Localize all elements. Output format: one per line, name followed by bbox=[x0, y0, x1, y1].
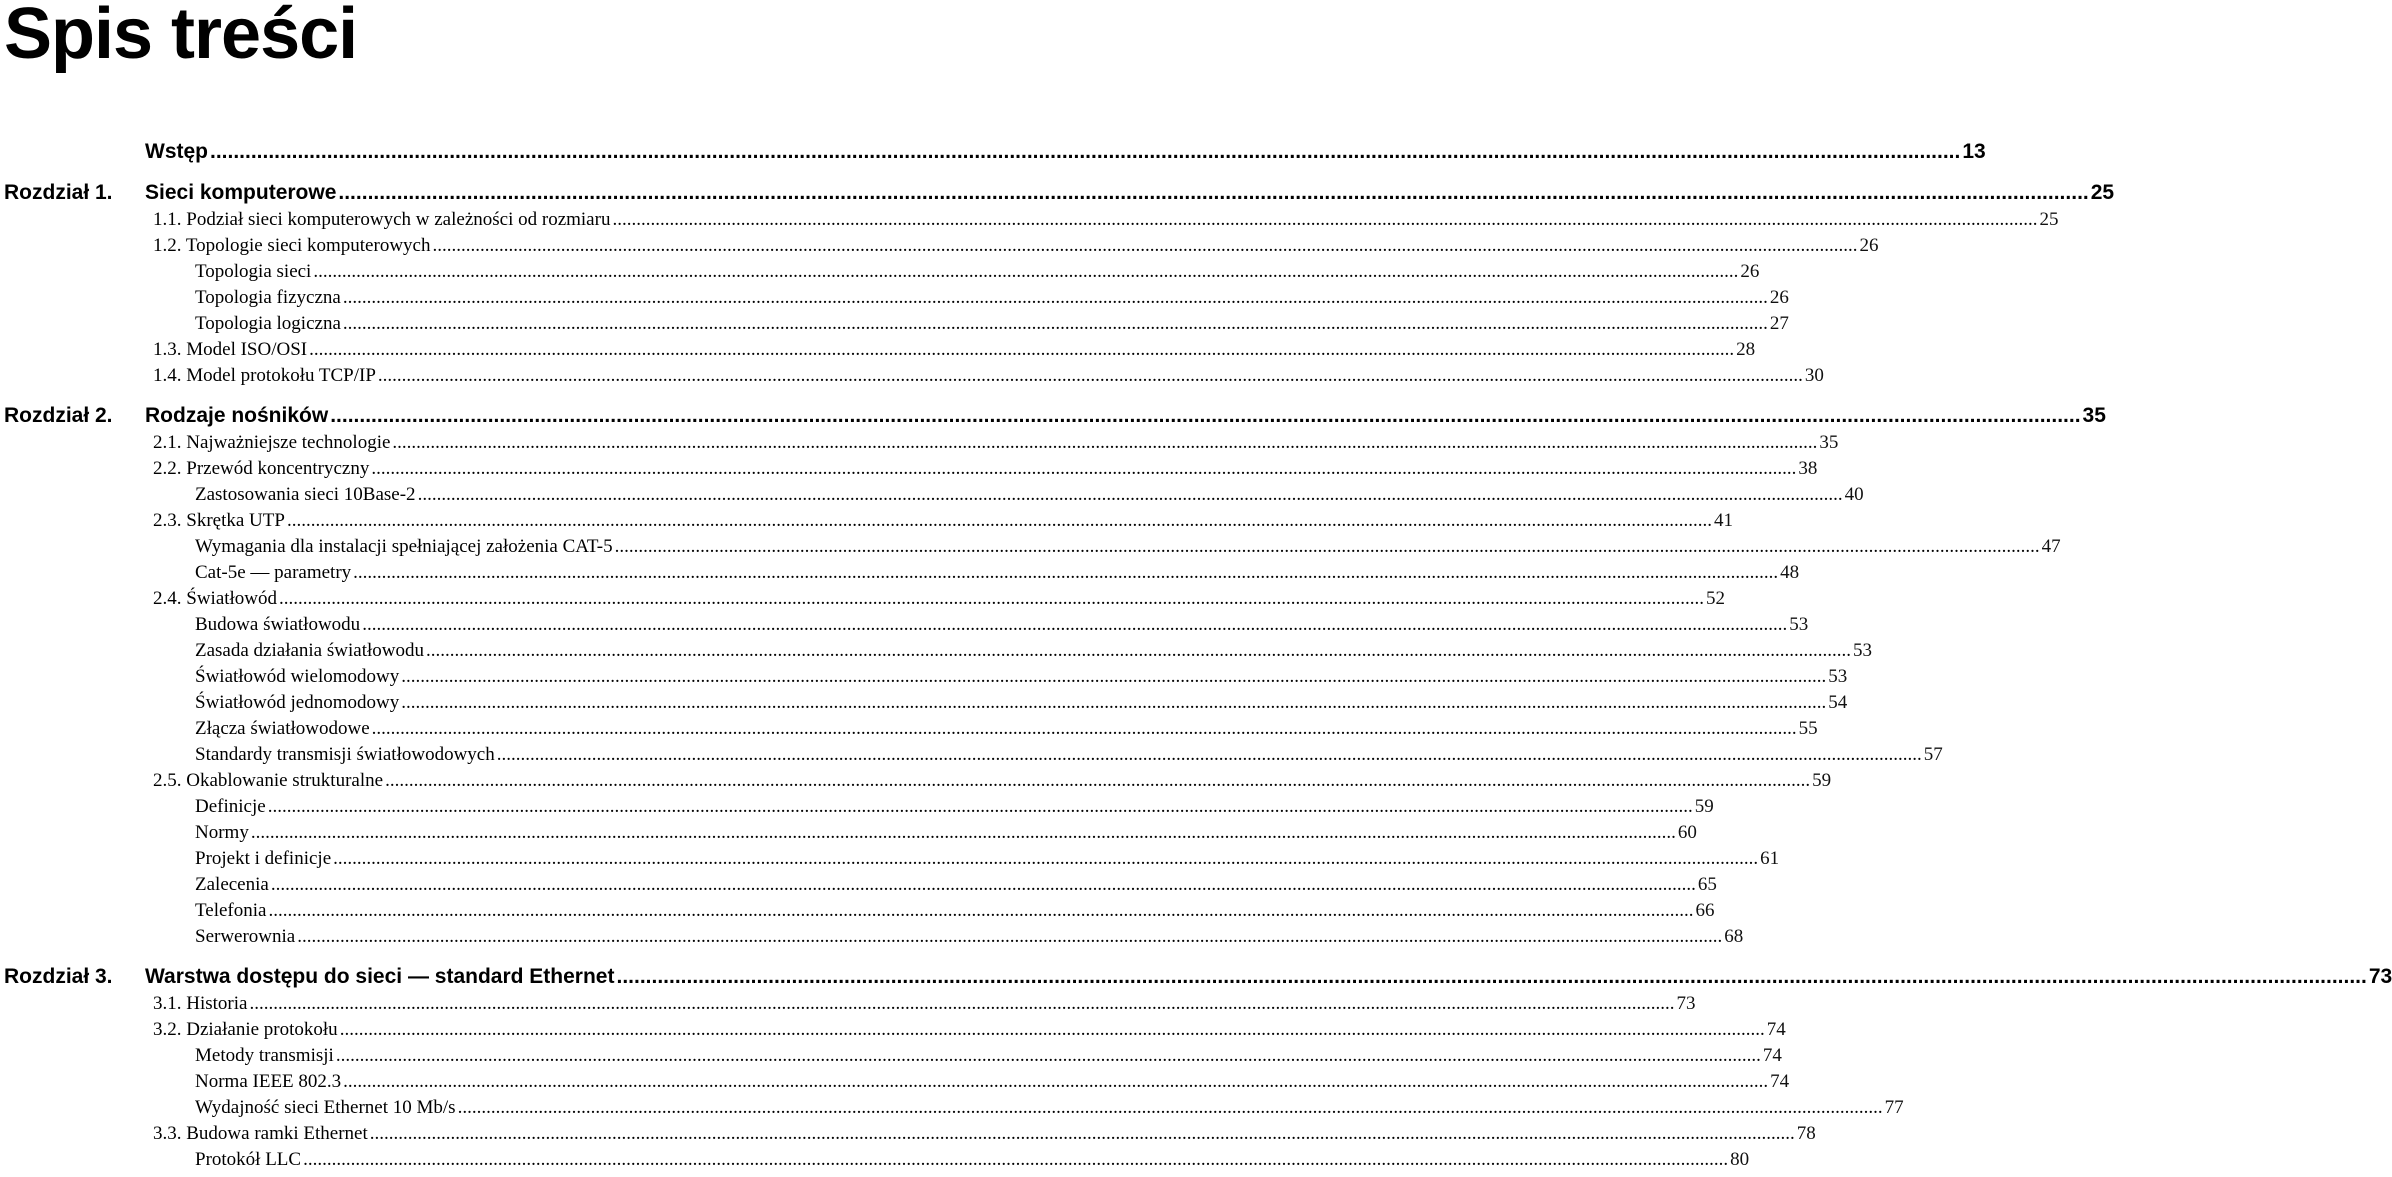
toc-entry bbox=[153, 209, 2059, 231]
page-number: 25 bbox=[2039, 209, 2059, 230]
page-number: 53 bbox=[1789, 614, 1809, 635]
entry-title: Złącza światłowodowe bbox=[195, 718, 370, 739]
page-number: 35 bbox=[1819, 432, 1839, 453]
page-title: Spis treści bbox=[4, 0, 358, 74]
toc-subsection-row[interactable] bbox=[0, 873, 1717, 899]
entry-title: Światłowód jednomodowy bbox=[195, 692, 400, 713]
toc-entry bbox=[195, 744, 1943, 766]
toc-entry bbox=[153, 339, 1756, 361]
toc-entry bbox=[153, 993, 1696, 1015]
entry-title: 3.3. Budowa ramki Ethernet bbox=[153, 1123, 368, 1144]
dot-leader: ............................................................................................................................................................................................................................................................................................................ bbox=[335, 1045, 1761, 1066]
page-number: 26 bbox=[1859, 235, 1879, 256]
page-number: 74 bbox=[1766, 1019, 1786, 1040]
dot-leader: ............................................................................................................................................................................................................................................................................................................ bbox=[313, 261, 1739, 282]
page-number: 28 bbox=[1736, 339, 1756, 360]
toc-section-row[interactable] bbox=[0, 769, 1832, 795]
toc-entry bbox=[195, 926, 1744, 948]
toc-entry bbox=[145, 404, 2106, 428]
page-number: 41 bbox=[1713, 510, 1733, 531]
toc-entry bbox=[195, 287, 1789, 309]
toc-subsection-row[interactable] bbox=[0, 1096, 1904, 1122]
entry-title: 2.3. Skrętka UTP bbox=[153, 510, 285, 531]
page-number: 57 bbox=[1923, 744, 1943, 765]
entry-title: 1.1. Podział sieci komputerowych w zależności od rozmiaru bbox=[153, 209, 611, 230]
dot-leader: ............................................................................................................................................................................................................................................................................................................ bbox=[249, 993, 1675, 1014]
toc-section-row[interactable] bbox=[0, 234, 1879, 260]
toc-entry bbox=[153, 1123, 1816, 1145]
dot-leader: ............................................................................................................................................................................................................................................................................................................ bbox=[210, 140, 1961, 163]
entry-title: Zasada działania światłowodu bbox=[195, 640, 424, 661]
entry-title: 1.2. Topologie sieci komputerowych bbox=[153, 235, 431, 256]
toc-entry bbox=[195, 484, 1864, 506]
dot-leader: ............................................................................................................................................................................................................................................................................................................ bbox=[303, 1149, 1729, 1170]
toc-entry bbox=[145, 181, 2115, 205]
page-number: 54 bbox=[1828, 692, 1848, 713]
dot-leader: ............................................................................................................................................................................................................................................................................................................ bbox=[330, 404, 2081, 427]
toc-entry bbox=[195, 1045, 1782, 1067]
dot-leader: ............................................................................................................................................................................................................................................................................................................ bbox=[369, 1123, 1795, 1144]
toc-entry bbox=[153, 365, 1824, 387]
dot-leader: ............................................................................................................................................................................................................................................................................................................ bbox=[362, 614, 1788, 635]
dot-leader: ............................................................................................................................................................................................................................................................................................................ bbox=[353, 562, 1779, 583]
page-number: 48 bbox=[1780, 562, 1800, 583]
toc-subsection-row[interactable] bbox=[0, 312, 1789, 338]
toc-subsection-row[interactable] bbox=[0, 535, 2061, 561]
entry-title: 2.2. Przewód koncentryczny bbox=[153, 458, 370, 479]
toc-entry bbox=[195, 261, 1760, 283]
page-number: 53 bbox=[1852, 640, 1872, 661]
entry-title: Rodzaje nośników bbox=[145, 404, 329, 427]
dot-leader: ............................................................................................................................................................................................................................................................................................................ bbox=[342, 313, 1768, 334]
toc-entry bbox=[145, 965, 2392, 989]
table-of-contents bbox=[0, 135, 2392, 1174]
entry-title: 1.4. Model protokołu TCP/IP bbox=[153, 365, 376, 386]
entry-title: 2.1. Najważniejsze technologie bbox=[153, 432, 391, 453]
toc-subsection-row[interactable] bbox=[0, 717, 1818, 743]
page-number: 78 bbox=[1796, 1123, 1816, 1144]
page-number: 25 bbox=[2090, 181, 2115, 204]
toc-entry bbox=[195, 313, 1789, 335]
entry-title: 1.3. Model ISO/OSI bbox=[153, 339, 308, 360]
toc-section-row[interactable] bbox=[0, 992, 1696, 1018]
toc-entry bbox=[195, 848, 1780, 870]
dot-leader: ............................................................................................................................................................................................................................................................................................................ bbox=[343, 1071, 1769, 1092]
toc-entry bbox=[195, 796, 1714, 818]
entry-title: 3.1. Historia bbox=[153, 993, 248, 1014]
toc-section-row[interactable] bbox=[0, 364, 1824, 390]
dot-leader: ............................................................................................................................................................................................................................................................................................................ bbox=[270, 874, 1696, 895]
page-number: 40 bbox=[1844, 484, 1864, 505]
dot-leader: ............................................................................................................................................................................................................................................................................................................ bbox=[268, 900, 1694, 921]
entry-title: Telefonia bbox=[195, 900, 267, 921]
toc-subsection-row[interactable] bbox=[0, 639, 1872, 665]
page-number: 26 bbox=[1769, 287, 1789, 308]
dot-leader: ............................................................................................................................................................................................................................................................................................................ bbox=[401, 692, 1827, 713]
page-number: 80 bbox=[1730, 1149, 1750, 1170]
dot-leader: ............................................................................................................................................................................................................................................................................................................ bbox=[342, 287, 1768, 308]
toc-entry bbox=[153, 588, 1726, 610]
entry-title: Normy bbox=[195, 822, 249, 843]
toc-subsection-row[interactable] bbox=[0, 260, 1760, 286]
dot-leader: ............................................................................................................................................................................................................................................................................................................ bbox=[377, 365, 1803, 386]
dot-leader: ............................................................................................................................................................................................................................................................................................................ bbox=[371, 458, 1797, 479]
dot-leader: ............................................................................................................................................................................................................................................................................................................ bbox=[279, 588, 1705, 609]
entry-title: Warstwa dostępu do sieci — standard Ethernet bbox=[145, 965, 615, 988]
intro-title: Wstęp bbox=[145, 140, 208, 163]
toc-entry bbox=[195, 874, 1717, 896]
dot-leader: ............................................................................................................................................................................................................................................................................................................ bbox=[339, 1019, 1765, 1040]
toc-subsection-row[interactable] bbox=[0, 821, 1697, 847]
toc-subsection-row[interactable] bbox=[0, 613, 1809, 639]
toc-subsection-row[interactable] bbox=[0, 286, 1789, 312]
toc-chapter-row[interactable] bbox=[0, 176, 2115, 208]
intro-page-number: 13 bbox=[1962, 140, 1986, 163]
entry-title: Topologia logiczna bbox=[195, 313, 341, 334]
page-number: 53 bbox=[1828, 666, 1848, 687]
toc-entry bbox=[195, 900, 1715, 922]
toc-entry bbox=[153, 235, 1879, 257]
dot-leader: ............................................................................................................................................................................................................................................................................................................ bbox=[496, 744, 1922, 765]
page-number: 59 bbox=[1694, 796, 1714, 817]
toc-entry bbox=[195, 692, 1848, 714]
entry-title: Cat-5e — parametry bbox=[195, 562, 352, 583]
toc-entry bbox=[153, 458, 1818, 480]
dot-leader: ............................................................................................................................................................................................................................................................................................................ bbox=[392, 432, 1818, 453]
toc-section-row[interactable] bbox=[0, 1018, 1786, 1044]
toc-entry bbox=[195, 536, 2061, 558]
toc-intro-row[interactable] bbox=[0, 135, 1986, 167]
chapter-label: Rozdział 3. bbox=[4, 965, 113, 988]
dot-leader: ............................................................................................................................................................................................................................................................................................................ bbox=[401, 666, 1827, 687]
page-number: 74 bbox=[1770, 1071, 1790, 1092]
toc-entry bbox=[195, 1071, 1790, 1093]
toc-section-row[interactable] bbox=[0, 509, 1733, 535]
toc-subsection-row[interactable] bbox=[0, 483, 1864, 509]
page-number: 26 bbox=[1740, 261, 1760, 282]
toc-entry bbox=[195, 614, 1809, 636]
toc-subsection-row[interactable] bbox=[0, 1070, 1790, 1096]
entry-title: Topologia fizyczna bbox=[195, 287, 341, 308]
toc-entry bbox=[153, 1019, 1786, 1041]
dot-leader: ............................................................................................................................................................................................................................................................................................................ bbox=[385, 770, 1811, 791]
entry-title: Światłowód wielomodowy bbox=[195, 666, 400, 687]
entry-title: Norma IEEE 802.3 bbox=[195, 1071, 342, 1092]
entry-title: Standardy transmisji światłowodowych bbox=[195, 744, 495, 765]
toc-subsection-row[interactable] bbox=[0, 899, 1715, 925]
entry-title: 3.2. Działanie protokołu bbox=[153, 1019, 338, 1040]
toc-entry bbox=[195, 640, 1872, 662]
chapter-label: Rozdział 1. bbox=[4, 181, 113, 204]
page-number: 66 bbox=[1695, 900, 1715, 921]
toc-entry bbox=[153, 770, 1832, 792]
page-number: 68 bbox=[1724, 926, 1744, 947]
toc-entry bbox=[195, 1149, 1750, 1171]
dot-leader: ............................................................................................................................................................................................................................................................................................................ bbox=[297, 926, 1723, 947]
page-number: 38 bbox=[1798, 458, 1818, 479]
toc-entry bbox=[195, 562, 1800, 584]
page-number: 35 bbox=[2082, 404, 2106, 427]
dot-leader: ............................................................................................................................................................................................................................................................................................................ bbox=[286, 510, 1712, 531]
dot-leader: ............................................................................................................................................................................................................................................................................................................ bbox=[333, 848, 1759, 869]
toc-section-row[interactable] bbox=[0, 587, 1726, 613]
toc-section-row[interactable] bbox=[0, 1122, 1816, 1148]
page-number: 61 bbox=[1760, 848, 1780, 869]
toc-entry bbox=[195, 666, 1848, 688]
dot-leader: ............................................................................................................................................................................................................................................................................................................ bbox=[457, 1097, 1883, 1118]
dot-leader: ............................................................................................................................................................................................................................................................................................................ bbox=[371, 718, 1797, 739]
chapter-label: Rozdział 2. bbox=[4, 404, 113, 427]
entry-title: Budowa światłowodu bbox=[195, 614, 361, 635]
toc-subsection-row[interactable] bbox=[0, 561, 1800, 587]
entry-title: 2.5. Okablowanie strukturalne bbox=[153, 770, 384, 791]
dot-leader: ............................................................................................................................................................................................................................................................................................................ bbox=[338, 181, 2089, 204]
toc-subsection-row[interactable] bbox=[0, 1044, 1782, 1070]
page-number: 27 bbox=[1769, 313, 1789, 334]
toc-section-row[interactable] bbox=[0, 338, 1756, 364]
dot-leader: ............................................................................................................................................................................................................................................................................................................ bbox=[612, 209, 2038, 230]
toc-section-row[interactable] bbox=[0, 431, 1839, 457]
entry-title: Sieci komputerowe bbox=[145, 181, 337, 204]
entry-title: Zalecenia bbox=[195, 874, 269, 895]
dot-leader: ............................................................................................................................................................................................................................................................................................................ bbox=[432, 235, 1858, 256]
toc-subsection-row[interactable] bbox=[0, 743, 1943, 769]
page-number: 52 bbox=[1706, 588, 1726, 609]
page-number: 77 bbox=[1884, 1097, 1904, 1118]
toc-subsection-row[interactable] bbox=[0, 665, 1848, 691]
entry-title: Zastosowania sieci 10Base-2 bbox=[195, 484, 416, 505]
page-number: 73 bbox=[1676, 993, 1696, 1014]
page-number: 59 bbox=[1812, 770, 1832, 791]
toc-entry bbox=[145, 140, 1986, 164]
entry-title: Serwerownia bbox=[195, 926, 296, 947]
page-number: 65 bbox=[1697, 874, 1717, 895]
entry-title: Protokół LLC bbox=[195, 1149, 302, 1170]
toc-subsection-row[interactable] bbox=[0, 847, 1780, 873]
toc-chapter-row[interactable] bbox=[0, 399, 2106, 431]
entry-title: Projekt i definicje bbox=[195, 848, 332, 869]
toc-entry bbox=[153, 432, 1839, 454]
dot-leader: ............................................................................................................................................................................................................................................................................................................ bbox=[614, 536, 2040, 557]
toc-subsection-row[interactable] bbox=[0, 795, 1714, 821]
page-number: 73 bbox=[2368, 965, 2392, 988]
page-number: 55 bbox=[1798, 718, 1818, 739]
dot-leader: ............................................................................................................................................................................................................................................................................................................ bbox=[309, 339, 1735, 360]
toc-entry bbox=[195, 1097, 1904, 1119]
toc-section-row[interactable] bbox=[0, 208, 2059, 234]
toc-chapter-row[interactable] bbox=[0, 960, 2392, 992]
page-number: 74 bbox=[1762, 1045, 1782, 1066]
entry-title: Wydajność sieci Ethernet 10 Mb/s bbox=[195, 1097, 456, 1118]
toc-subsection-row[interactable] bbox=[0, 925, 1744, 951]
dot-leader: ............................................................................................................................................................................................................................................................................................................ bbox=[250, 822, 1676, 843]
page-number: 60 bbox=[1677, 822, 1697, 843]
dot-leader: ............................................................................................................................................................................................................................................................................................................ bbox=[616, 965, 2367, 988]
entry-title: 2.4. Światłowód bbox=[153, 588, 278, 609]
toc-subsection-row[interactable] bbox=[0, 1148, 1750, 1174]
page-number: 30 bbox=[1804, 365, 1824, 386]
dot-leader: ............................................................................................................................................................................................................................................................................................................ bbox=[425, 640, 1851, 661]
toc-section-row[interactable] bbox=[0, 457, 1818, 483]
dot-leader: ............................................................................................................................................................................................................................................................................................................ bbox=[267, 796, 1693, 817]
toc-entry bbox=[153, 510, 1733, 532]
toc-entry bbox=[195, 718, 1818, 740]
dot-leader: ............................................................................................................................................................................................................................................................................................................ bbox=[417, 484, 1843, 505]
entry-title: Metody transmisji bbox=[195, 1045, 334, 1066]
entry-title: Topologia sieci bbox=[195, 261, 312, 282]
toc-entry bbox=[195, 822, 1697, 844]
entry-title: Definicje bbox=[195, 796, 266, 817]
entry-title: Wymagania dla instalacji spełniającej założenia CAT-5 bbox=[195, 536, 613, 557]
toc-subsection-row[interactable] bbox=[0, 691, 1848, 717]
page-number: 47 bbox=[2041, 536, 2061, 557]
